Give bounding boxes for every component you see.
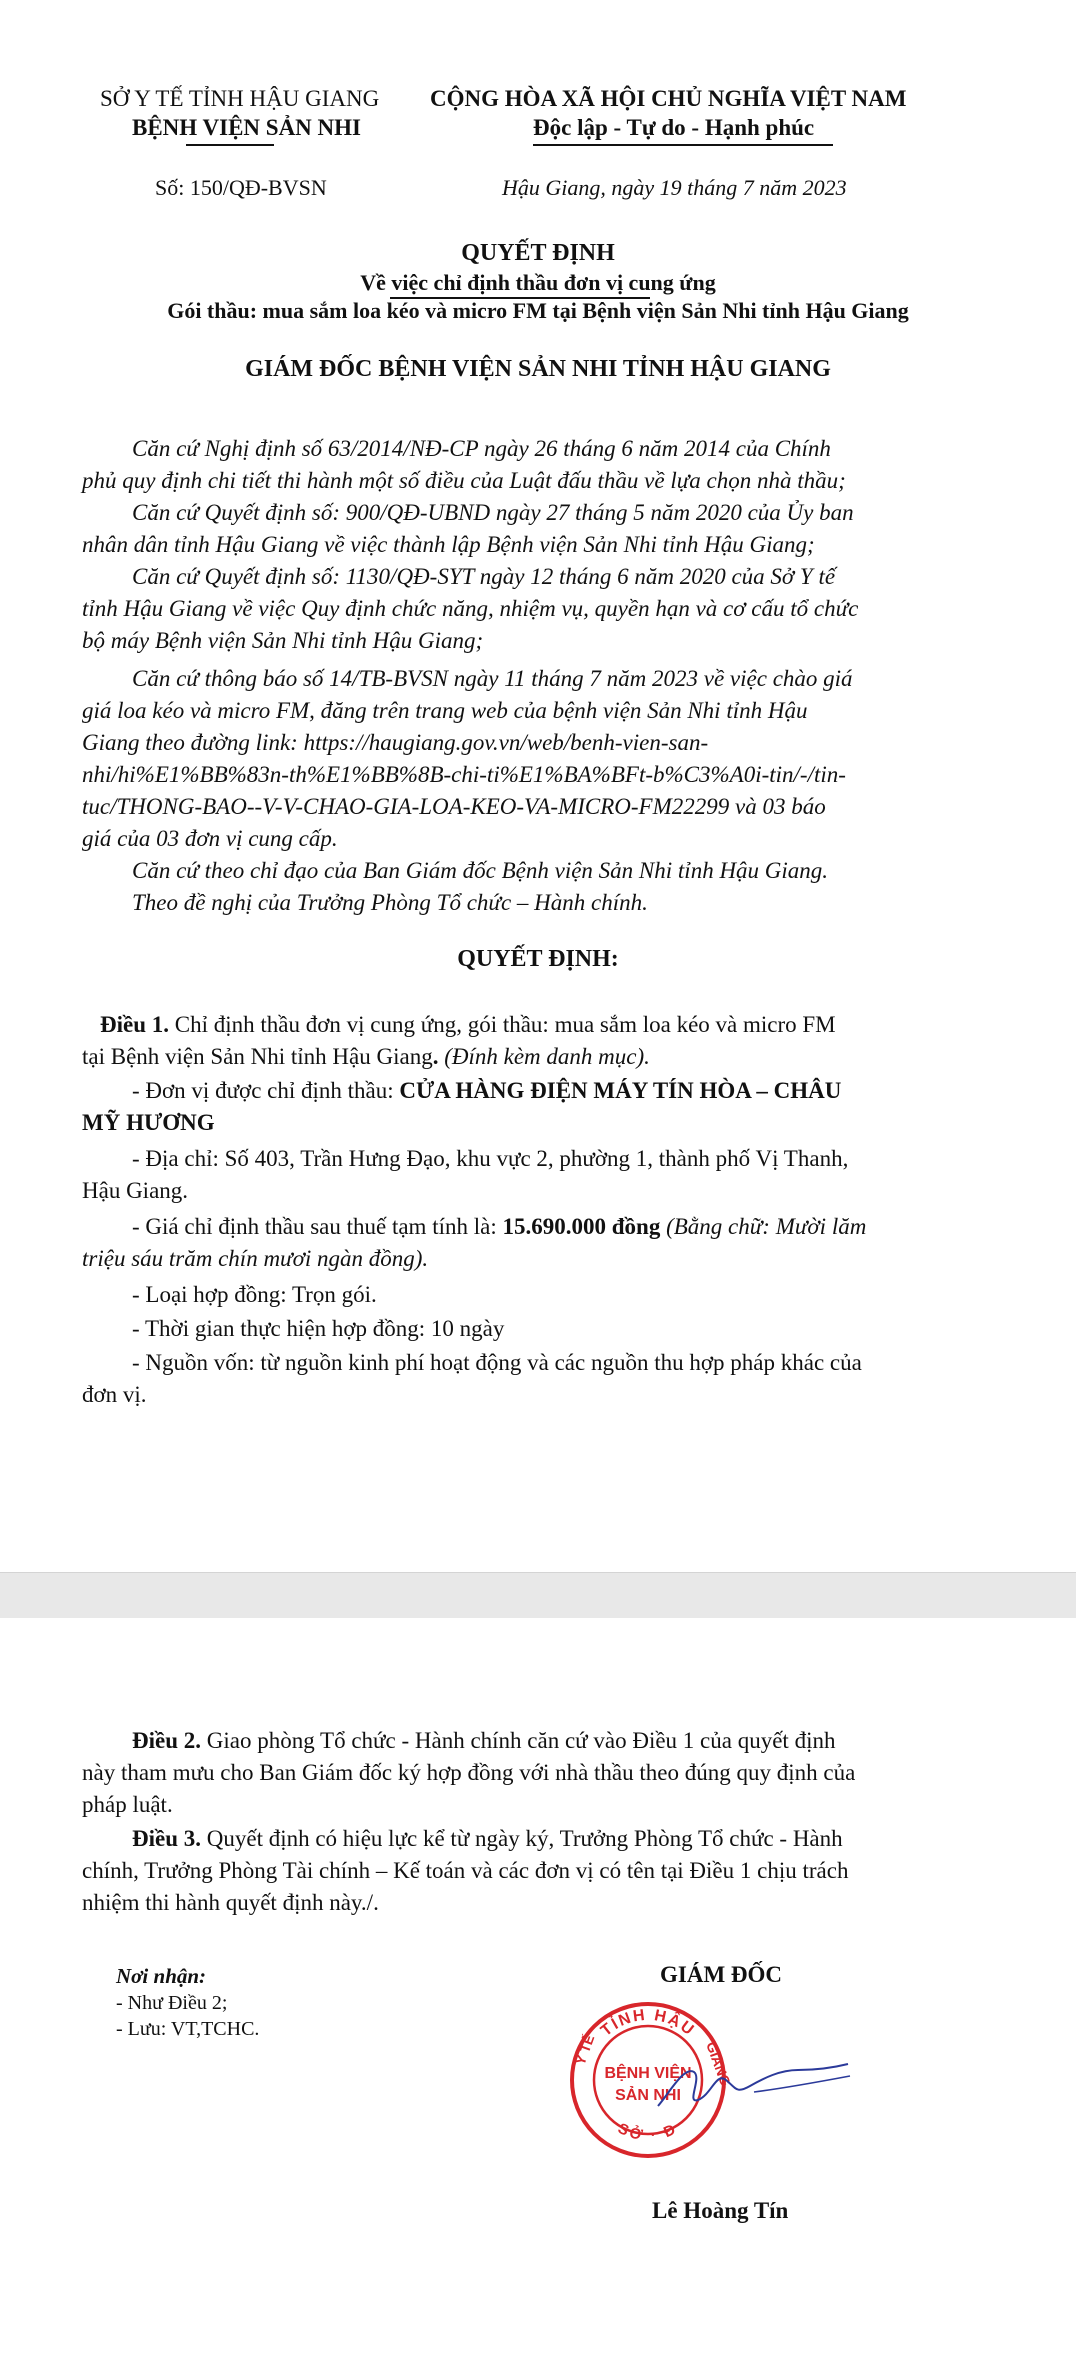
preamble-line: phủ quy định chi tiết thi hành một số điều của Luật đấu thầu về lựa chọn nhà thầu;: [82, 468, 846, 493]
official-stamp: [566, 1996, 856, 2176]
article-2-label: Điều 2.: [132, 1728, 201, 1753]
preamble-line: Căn cứ Nghị định số 63/2014/NĐ-CP ngày 26 tháng 6 năm 2014 của Chính: [132, 436, 831, 461]
document-page-1: SỞ Y TẾ TỈNH HẬU GIANG BỆNH VIỆN SẢN NHI CỘNG HÒA XÃ HỘI CHỦ NGHĨA VIỆT NAM Độc lập - Tự do - Hạnh phúc Số: 150/QĐ-BVSN Hậu Giang, ngày 19 tháng 7 năm 2023 QUYẾT ĐỊNH Về việc chỉ định thầu đơn vị cung ứng Gói thầu: mua sắm loa kéo và micro FM tại Bệnh viện Sản Nhi tỉnh Hậu Giang GIÁM ĐỐC BỆNH VIỆN SẢN NHI TỈNH HẬU GIANG Căn cứ Nghị định số 63/2014/NĐ-CP ngày 26 tháng 6 năm 2014 của Chính phủ quy định chi tiết thi hành một số điều của Luật đấu thầu về lựa chọn nhà thầu; Căn cứ Quyết định số: 900/QĐ-UBND ngày 27 tháng 5 năm 2020 của Ủy ban nhân dân tỉnh Hậu Giang về việc thành lập Bệnh viện Sản Nhi tỉnh Hậu Giang; Căn cứ Quyết định số: 1130/QĐ-SYT ngày 12 tháng 6 năm 2020 của Sở Y tế tỉnh Hậu Giang về việc Quy định chức năng, nhiệm vụ, quyền hạn và cơ cấu tổ chức bộ máy Bệnh viện Sản Nhi tỉnh Hậu Giang; Căn cứ thông báo số 14/TB-BVSN ngày 11 tháng 7 năm 2023 về việc chào giá giá loa kéo và micro FM, đăng trên trang web của bệnh viện Sản Nhi tỉnh Hậu Giang theo đường link: https://haugiang.gov.vn/web/benh-vien-san- nhi/hi%E1%BB%83n-th%E1%BB%8B-chi-ti%E1%BA%BFt-b%C3%A0i-tin/-/tin- tuc/THONG-BAO--V-V-CHAO-GIA-LOA-KEO-VA-MICRO-FM22299 và 03 báo giá của 03 đơn vị cung cấp. Căn cứ theo chỉ đạo của Ban Giám đốc Bệnh viện Sản Nhi tỉnh Hậu Giang. Theo đề nghị của Trưởng Phòng Tổ chức – Hành chính. QUYẾT ĐỊNH: Điều 1. Chỉ định thầu đơn vị cung ứng, gói thầu: mua sắm loa kéo và micro FM tại Bệnh viện Sản Nhi tỉnh Hậu Giang. (Đính kèm danh mục). - Đơn vị được chỉ định thầu: CỬA HÀNG ĐIỆN MÁY TÍN HÒA – CHÂU MỸ HƯƠNG - Địa chỉ: Số 403, Trần Hưng Đạo, khu vực 2, phường 1, thành phố Vị Thanh, Hậu Giang. - Giá chỉ định thầu sau thuế tạm tính là: 15.690.000 đồng (Bằng chữ: Mười lăm triệu sáu trăm chín mươi ngàn đồng). - Loại hợp đồng: Trọn gói. - Thời gian thực hiện hợp đồng: 10 ngày - Nguồn vốn: từ nguồn kinh phí hoạt động và các nguồn thu hợp pháp khác của đơn vị.: [0, 0, 1076, 1572]
preamble-line: nhân dân tỉnh Hậu Giang về việc thành lập Bệnh viện Sản Nhi tỉnh Hậu Giang;: [82, 532, 815, 557]
article-3-label: Điều 3.: [132, 1826, 201, 1851]
recipient-item: - Như Điều 2;: [116, 1992, 228, 2014]
preamble-line: giá của 03 đơn vị cung cấp.: [82, 826, 338, 851]
contractor-name: CỬA HÀNG ĐIỆN MÁY TÍN HÒA – CHÂU: [399, 1078, 842, 1103]
article-1-text: Chỉ định thầu đơn vị cung ứng, gói thầu: mua sắm loa kéo và micro FM: [169, 1012, 836, 1037]
article-1-label: Điều 1.: [100, 1012, 169, 1037]
document-title: QUYẾT ĐỊNH: [461, 240, 615, 266]
price-value: 15.690.000 đồng: [502, 1214, 661, 1239]
stamp-top-text: TỈNH HẬU: [597, 2006, 699, 2040]
preamble-line: Căn cứ theo chỉ đạo của Ban Giám đốc Bệnh viện Sản Nhi tỉnh Hậu Giang.: [132, 858, 829, 883]
article-3-text: Quyết định có hiệu lực kể từ ngày ký, Trưởng Phòng Tổ chức - Hành: [201, 1826, 843, 1851]
issuing-agency: SỞ Y TẾ TỈNH HẬU GIANG: [100, 86, 380, 111]
place-and-date: Hậu Giang, ngày 19 tháng 7 năm 2023: [502, 175, 847, 200]
stamp-bottom-text: SỞ · Đ: [615, 2119, 681, 2145]
document-number: Số: 150/QĐ-BVSN: [155, 175, 327, 200]
article-2-text: này tham mưu cho Ban Giám đốc ký hợp đồng với nhà thầu theo đúng quy định của: [82, 1760, 856, 1785]
preamble-line: nhi/hi%E1%BB%83n-th%E1%BB%8B-chi-ti%E1%BA%BFt-b%C3%A0i-tin/-/tin-: [82, 762, 846, 787]
funding-source: - Nguồn vốn: từ nguồn kinh phí hoạt động và các nguồn thu hợp pháp khác của: [132, 1350, 862, 1375]
contract-duration: - Thời gian thực hiện hợp đồng: 10 ngày: [132, 1316, 505, 1341]
article-2-text: pháp luật.: [82, 1792, 173, 1817]
authority-heading: GIÁM ĐỐC BỆNH VIỆN SẢN NHI TỈNH HẬU GIANG: [245, 356, 831, 382]
price-in-words: triệu sáu trăm chín mươi ngàn đồng).: [82, 1246, 429, 1271]
stamp-center-text: SẢN NHI: [615, 2087, 681, 2104]
page-separator: [0, 1572, 1076, 1620]
preamble-line: giá loa kéo và micro FM, đăng trên trang web của bệnh viện Sản Nhi tỉnh Hậu: [82, 698, 808, 723]
article-3-text: chính, Trưởng Phòng Tài chính – Kế toán và các đơn vị có tên tại Điều 1 chịu trách: [82, 1858, 849, 1883]
preamble-line: bộ máy Bệnh viện Sản Nhi tỉnh Hậu Giang;: [82, 628, 484, 653]
decision-heading: QUYẾT ĐỊNH:: [457, 946, 619, 972]
preamble-line: Giang theo đường link: https://haugiang.gov.vn/web/benh-vien-san-: [82, 730, 709, 755]
header-right-underline: [533, 144, 833, 146]
recipients-heading: Nơi nhận:: [116, 1964, 207, 1988]
stamp-right-text: GIANG: [703, 2039, 734, 2089]
package-name: Gói thầu: mua sắm loa kéo và micro FM tại Bệnh viện Sản Nhi tỉnh Hậu Giang: [167, 298, 909, 323]
preamble-line: Theo đề nghị của Trưởng Phòng Tổ chức – Hành chính.: [132, 890, 648, 915]
signature-stroke: [754, 2076, 850, 2092]
address-line: - Địa chỉ: Số 403, Trần Hưng Đạo, khu vực 2, phường 1, thành phố Vị Thanh,: [132, 1146, 849, 1171]
price-label: - Giá chỉ định thầu sau thuế tạm tính là:: [132, 1214, 503, 1239]
address-line: Hậu Giang.: [82, 1178, 189, 1203]
title-underline: [390, 297, 650, 299]
signer-title: GIÁM ĐỐC: [660, 1962, 783, 1987]
svg-text:SỞ · Đ: [615, 2120, 681, 2144]
contract-type: - Loại hợp đồng: Trọn gói.: [132, 1282, 377, 1307]
document-subject: Về việc chỉ định thầu đơn vị cung ứng: [360, 270, 716, 295]
issuing-unit: BỆNH VIỆN SẢN NHI: [132, 115, 361, 140]
contractor-name: MỸ HƯƠNG: [82, 1110, 215, 1135]
attachment-note: (Đính kèm danh mục).: [444, 1044, 650, 1069]
article-1-text: tại Bệnh viện Sản Nhi tỉnh Hậu Giang: [82, 1044, 433, 1069]
recipient-item: - Lưu: VT,TCHC.: [116, 2018, 260, 2040]
stamp-left-text: Y TẾ: [571, 2032, 598, 2068]
document-page-2: [0, 1618, 1076, 2356]
article-3-text: nhiệm thi hành quyết định này./.: [82, 1890, 379, 1915]
article-2-text: Giao phòng Tổ chức - Hành chính căn cứ vào Điều 1 của quyết định: [201, 1728, 836, 1753]
national-title: CỘNG HÒA XÃ HỘI CHỦ NGHĨA VIỆT NAM: [430, 86, 907, 111]
national-motto: Độc lập - Tự do - Hạnh phúc: [533, 115, 815, 140]
header-left-underline: [186, 144, 274, 146]
funding-source: đơn vị.: [82, 1382, 147, 1407]
contractor-label: - Đơn vị được chỉ định thầu:: [132, 1078, 400, 1103]
stamp-center-text: BỆNH VIỆN: [604, 2065, 692, 2082]
signer-name: Lê Hoàng Tín: [652, 2198, 789, 2223]
preamble-line: Căn cứ Quyết định số: 1130/QĐ-SYT ngày 12 tháng 6 năm 2020 của Sở Y tế: [132, 564, 836, 589]
price-in-words: (Bằng chữ: Mười lăm: [660, 1214, 867, 1239]
preamble-line: Căn cứ Quyết định số: 900/QĐ-UBND ngày 27 tháng 5 năm 2020 của Ủy ban: [132, 500, 854, 525]
preamble-line: tuc/THONG-BAO--V-V-CHAO-GIA-LOA-KEO-VA-MICRO-FM22299 và 03 báo: [82, 794, 826, 819]
preamble-line: tỉnh Hậu Giang về việc Quy định chức năng, nhiệm vụ, quyền hạn và cơ cấu tổ chức: [82, 596, 859, 621]
preamble-line: Căn cứ thông báo số 14/TB-BVSN ngày 11 tháng 7 năm 2023 về việc chào giá: [132, 666, 853, 691]
